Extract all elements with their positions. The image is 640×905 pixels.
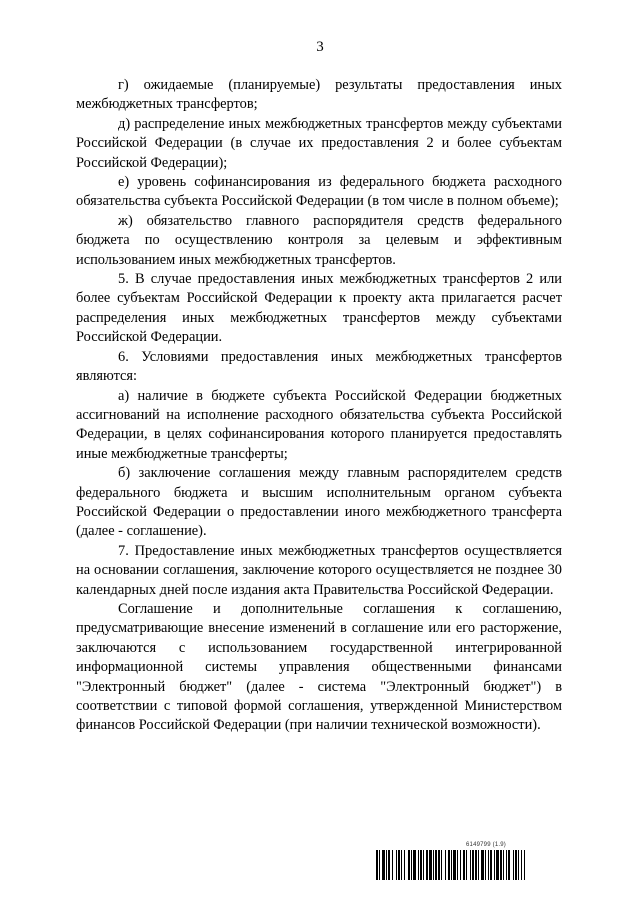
paragraph-item-e: е) уровень софинансирования из федерального бюджета расходного обязательства субъекта Российской Федерации (в том числе в полном объеме); bbox=[76, 174, 562, 210]
document-barcode bbox=[376, 842, 572, 886]
paragraph-item-b: б) заключение соглашения между главным распорядителем средств федерального бюджета и высшим исполнительным органом субъекта Российской Федерации о предоставлении иного межбюджетного трансферта (далее - соглашение). bbox=[76, 465, 562, 540]
paragraph-agreements: Соглашение и дополнительные соглашения к соглашению, предусматривающие внесение изменений в соглашение или его расторжение, заключаются с использованием государственной интегрированной информационной системы управления общественными финансами "Электронный бюджет" (далее - система "Электронный бюджет") в соответствии с типовой формой соглашения, утвержденной Министерством финансов Российской Федерации (при наличии технической возможности). bbox=[76, 600, 562, 734]
paragraph-item-a: а) наличие в бюджете субъекта Российской Федерации бюджетных ассигнований на исполнение расходного обязательства субъекта Российской Федерации, в целях софинансирования которого планируется предоставлять иные межбюджетные трансферты; bbox=[76, 387, 562, 462]
page-number: 3 bbox=[316, 39, 324, 55]
paragraph-clause-5: 5. В случае предоставления иных межбюджетных трансфертов 2 или более субъектам Российской Федерации к проекту акта прилагается расчет распределения иных межбюджетных трансфертов между субъектами Российской Федерации. bbox=[76, 271, 562, 346]
paragraph-clause-7: 7. Предоставление иных межбюджетных трансфертов осуществляется на основании соглашения, заключение которого осуществляется не позднее 30 календарных дней после издания акта Правительства Российской Федерации. bbox=[76, 542, 562, 598]
paragraph-item-zh: ж) обязательство главного распорядителя средств федерального бюджета по осуществлению контроля за целевым и эффективным использованием иных межбюджетных трансфертов. bbox=[76, 212, 562, 268]
paragraph-item-g: г) ожидаемые (планируемые) результаты предоставления иных межбюджетных трансфертов; bbox=[76, 77, 562, 113]
paragraph-clause-6: 6. Условиями предоставления иных межбюджетных трансфертов являются: bbox=[76, 348, 562, 385]
document-body bbox=[76, 76, 562, 736]
barcode-code: 6149799 (1.9) bbox=[466, 842, 506, 848]
paragraph-item-d: д) распределение иных межбюджетных трансфертов между субъектами Российской Федерации (в случае их предоставления 2 и более субъектам Российской Федерации); bbox=[76, 115, 562, 171]
barcode-graphic bbox=[376, 850, 572, 880]
